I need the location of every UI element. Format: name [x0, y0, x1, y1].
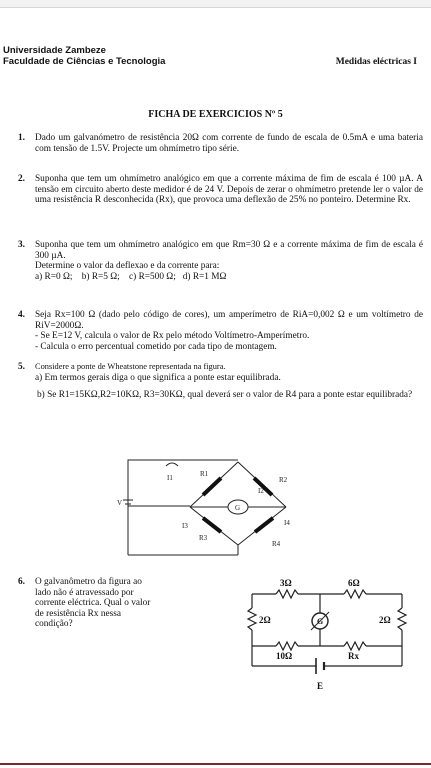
- label-6-ohm: 6Ω: [348, 578, 360, 588]
- question-text: - Se E=12 V, calcula o valor de Rx pelo método Voltímetro-Amperímetro.: [35, 331, 310, 342]
- label-v: V: [117, 499, 123, 507]
- question-number: 5.: [18, 362, 25, 372]
- galvanometer-circuit-figure: [232, 576, 422, 694]
- bottom-rule: [0, 763, 431, 765]
- question-number: 3.: [18, 240, 25, 250]
- question-number: 2.: [18, 174, 25, 184]
- label-i1: I1: [167, 474, 173, 482]
- question-text: a) Em termos gerais diga o que significa a ponte estar equilibrada.: [35, 372, 281, 383]
- worksheet-title: FICHA DE EXERCICIOS Nº 5: [148, 109, 283, 120]
- label-10-ohm: 10Ω: [276, 651, 293, 661]
- label-r2: R2: [279, 476, 288, 484]
- question-text: condição?: [35, 619, 73, 630]
- resistor-r3: [203, 518, 221, 532]
- question-number: 6.: [18, 577, 25, 587]
- label-r4: R4: [272, 540, 281, 548]
- label-2-ohm-left: 2Ω: [259, 615, 271, 625]
- label-2-ohm-right: 2Ω: [379, 615, 391, 625]
- question-5: [18, 362, 423, 383]
- label-i3: I3: [182, 522, 188, 530]
- resistor-r4: [255, 518, 273, 532]
- question-3: [18, 240, 423, 282]
- question-options: a) R=0 Ω; b) R=5 Ω; c) R=500 Ω; d) R=1 MΩ: [35, 271, 227, 282]
- question-text: Considere a ponte de Wheatstone representada na figura.: [35, 362, 226, 371]
- label-i4: I4: [284, 519, 290, 527]
- question-text: Suponha que tem um ohmímetro analógico em que Rm=30 Ω e a corrente máxima de fim de escala é 300 µA.: [35, 240, 423, 261]
- university-name: Universidade Zambeze: [3, 45, 106, 56]
- question-4: [18, 310, 423, 352]
- label-g: G: [317, 617, 324, 626]
- question-5b-text: b) Se R1=15KΩ,R2=10KΩ, R3=30KΩ, qual deverá ser o valor de R4 para a ponte estar equilibrada?: [37, 390, 413, 400]
- question-text: - Calcula o erro percentual cometido por cada tipo de montagem.: [35, 341, 277, 352]
- question-text: Seja Rx=100 Ω (dado pelo código de cores), um amperímetro de RiA=0,002 Ω e um voltímetro de RiV=2000Ω.: [35, 310, 423, 331]
- resistor-r1: [203, 478, 221, 495]
- question-text: Suponha que tem um ohmímetro analógico em que a corrente máxima de fim de escala é 100 µA. A tensão em circuito aberto deste medidor é de 24 V. Depois de zerar o ohmímetro pretende ler o valor de uma resistência R desconhecida (Rx), que provoca uma deflexão de 25% no ponteiro. Determine Rx.: [35, 174, 423, 206]
- top-bar: [0, 0, 431, 8]
- label-r3: R3: [199, 534, 208, 542]
- question-text: de resistência Rx nessa: [35, 608, 121, 619]
- label-rx: Rx: [348, 651, 359, 661]
- question-1: [18, 133, 423, 154]
- label-i2: I2: [258, 487, 264, 495]
- wheatstone-bridge-figure: [108, 450, 308, 560]
- course-name: Medidas eléctricas I: [335, 57, 417, 67]
- question-text: Determine o valor da deflexao e da corrente para:: [35, 261, 220, 272]
- question-number: 4.: [18, 310, 25, 320]
- galvanometer-g: G: [235, 504, 241, 512]
- faculty-name: Faculdade de Ciências e Tecnologia: [3, 56, 166, 67]
- question-text: corrente eléctrica. Qual o valor: [35, 598, 151, 609]
- question-number: 1.: [18, 133, 25, 143]
- question-text: O galvanômetro da figura ao: [35, 577, 142, 587]
- label-3-ohm: 3Ω: [280, 578, 292, 588]
- question-6: [18, 577, 188, 630]
- question-2: [18, 174, 423, 206]
- label-e: E: [317, 681, 324, 691]
- question-text: Dado um galvanómetro de resistência 20Ω com corrente de fundo de escala de 0.5mA e uma bateria com tensão de 1.5V. Projecte um ohmímetro tipo série.: [35, 133, 423, 154]
- label-r1: R1: [200, 470, 209, 478]
- question-text: lado não é atravessado por: [35, 587, 134, 598]
